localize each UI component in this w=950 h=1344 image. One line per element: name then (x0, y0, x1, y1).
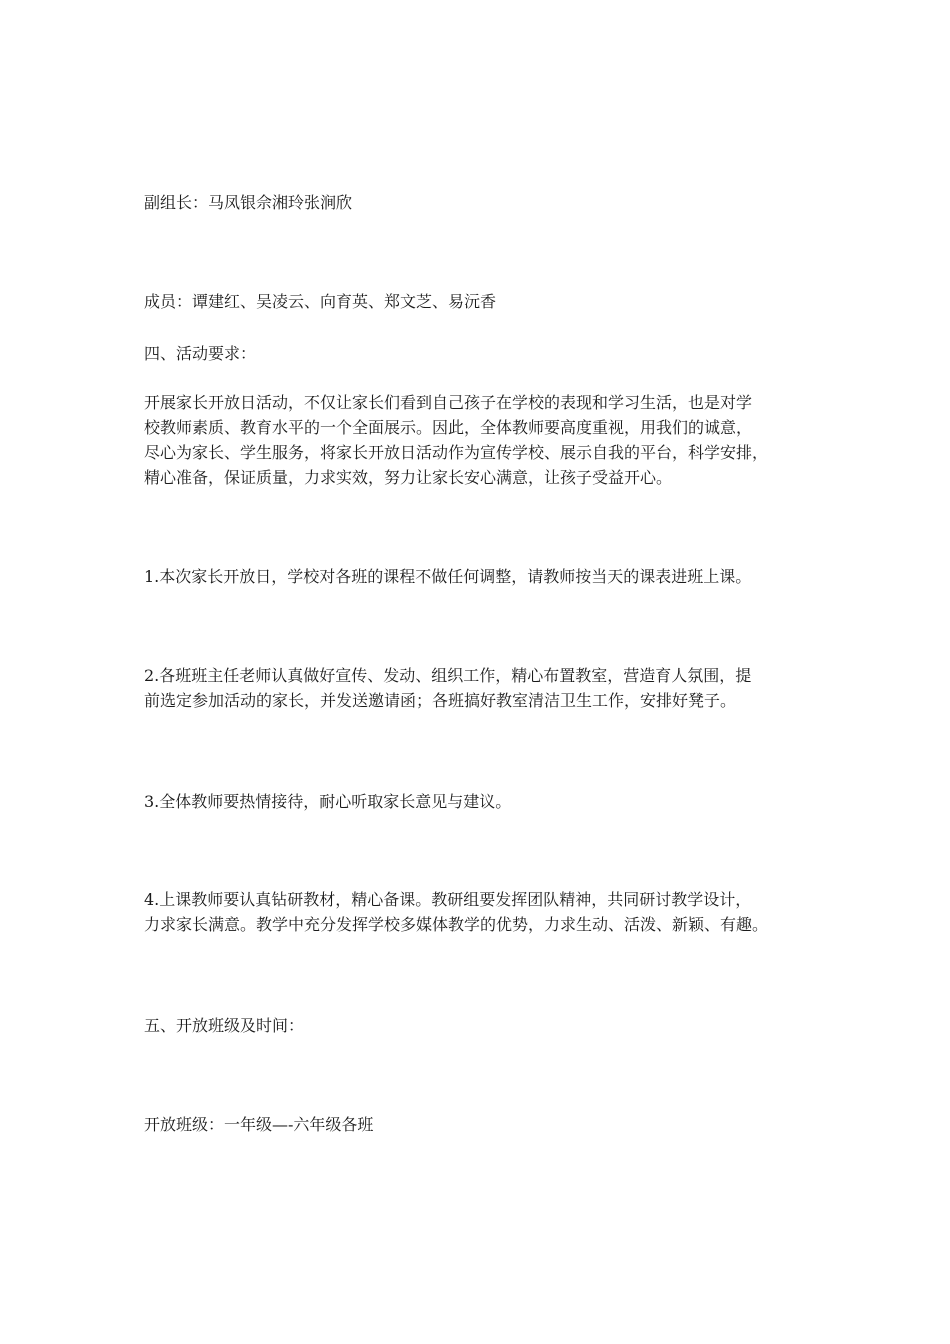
requirement-item-3: 3.全体教师要热情接待，耐心听取家长意见与建议。 (144, 792, 512, 811)
requirement-item-2 (144, 663, 810, 713)
intro-line: 开展家长开放日活动，不仅让家长们看到自己孩子在学校的表现和学习生活，也是对学 (144, 393, 753, 412)
vice-leader-line: 副组长：马凤银佘湘玲张涧欣 (144, 193, 353, 212)
intro-line: 尽心为家长、学生服务，将家长开放日活动作为宣传学校、展示自我的平台，科学安排， (144, 443, 769, 462)
section4-heading: 四、活动要求： (144, 344, 257, 363)
item2-line: 2.各班班主任老师认真做好宣传、发动、组织工作，精心布置教室，营造育人氛围，提 (144, 666, 752, 685)
section5-heading: 五、开放班级及时间： (144, 1016, 305, 1035)
section4-intro-paragraph (144, 390, 810, 490)
item2-line: 前选定参加活动的家长，并发送邀请函；各班搞好教室清洁卫生工作，安排好凳子。 (144, 691, 737, 710)
intro-line: 精心准备，保证质量，力求实效，努力让家长安心满意，让孩子受益开心。 (144, 468, 673, 487)
open-classes-line: 开放班级：一年级—-六年级各班 (144, 1115, 374, 1134)
requirement-item-4 (144, 887, 810, 937)
item4-line: 4.上课教师要认真钻研教材，精心备课。教研组要发挥团队精神，共同研讨教学设计， (144, 890, 752, 909)
item4-line: 力求家长满意。教学中充分发挥学校多媒体教学的优势，力求生动、活泼、新颖、有趣。 (144, 915, 769, 934)
members-line: 成员：谭建红、吴凌云、向育英、郑文芝、易沅香 (144, 292, 497, 311)
requirement-item-1: 1.本次家长开放日，学校对各班的课程不做任何调整，请教师按当天的课表进班上课。 (144, 567, 752, 586)
intro-line: 校教师素质、教育水平的一个全面展示。因此，全体教师要高度重视，用我们的诚意， (144, 418, 753, 437)
